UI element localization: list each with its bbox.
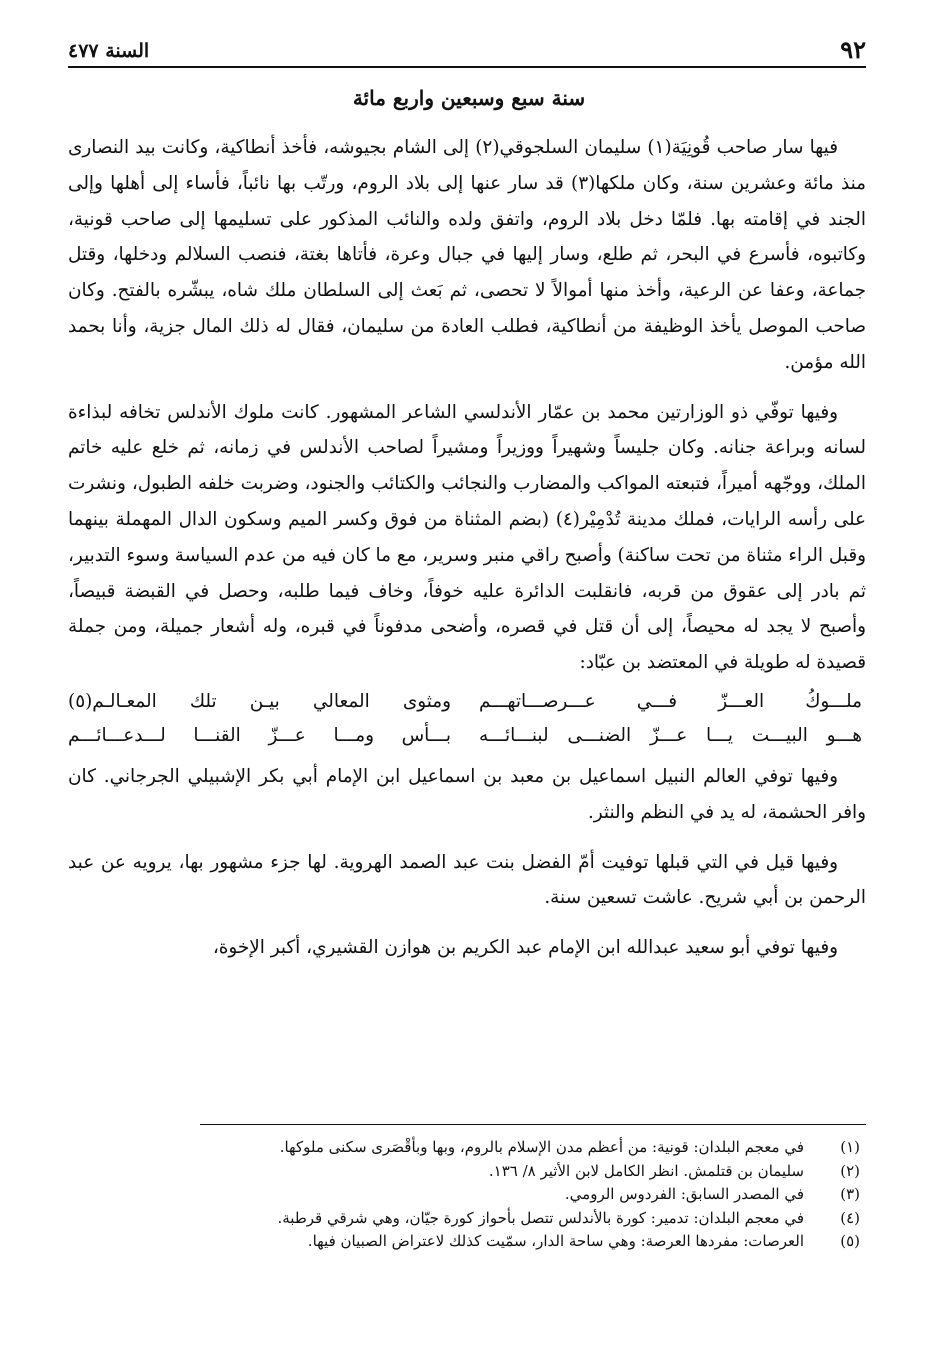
main-text [68, 130, 866, 966]
footnote-number: (٢) [840, 1161, 860, 1180]
header-rule [68, 66, 866, 68]
footnote-text: العرصات: مفردها العرصة: وهي ساحة الدار، سمّيت كذلك لاعتراض الصبيان فيها. [307, 1232, 804, 1250]
footnote [68, 1230, 866, 1254]
footnotes [68, 1136, 866, 1254]
poem [68, 685, 866, 753]
footnote-text: في معجم البلدان: تدمير: كورة بالأندلس تتصل بأحواز كورة جيّان، وهي شرقي قرطبة. [277, 1208, 804, 1227]
verse-second-hemistich: ومثوى المعالي بيـن تلك المعـالـم(٥) [68, 690, 452, 712]
footnote [68, 1160, 866, 1184]
page-header [68, 36, 866, 66]
footnote-number: (٤) [840, 1208, 860, 1227]
footnote-rule [200, 1124, 866, 1125]
verse-first-hemistich: ملـــوكُ العـــزّ فـــي عـــرصـــاتهـــم [478, 690, 862, 712]
verse-line [68, 685, 866, 719]
verse-line [68, 719, 866, 753]
footnote-number: (٥) [840, 1232, 860, 1250]
footnote [68, 1207, 866, 1231]
paragraph: وفيها توفي أبو سعيد عبدالله ابن الإمام عبد الكريم بن هوازن القشيري، أكبر الإخوة، [212, 937, 838, 959]
verse-first-hemistich: هـــو البيـــت يـــا عـــزّ الضنـــى لبنـــائـــه [478, 724, 862, 746]
running-title: السنة ٤٧٧ [68, 40, 150, 62]
footnote-text: في معجم البلدان: قونية: من أعظم مدن الإسلام بالروم، وبها وبأقْصَرى سكنى ملوكها. [279, 1138, 804, 1156]
footnote-number: (٣) [840, 1185, 860, 1203]
paragraph: فيها سار صاحب قُونِيَة(١) سليمان السلجوقي(٢) إلى الشام بجيوشه، فأخذ أنطاكية، وكانت بيد النصارى منذ مائة وعشرين سنة، وكان ملكها(٣) قد سار عنها إلى بلاد الروم، ورتّب بها نائباً، فأساء إلى أهلها وإلى الجند في إقامته بها. فلمّا دخل بلاد الروم، واتفق ولده والنائب المذكور على تسليمها إلى صاحب قونية، وكاتبوه، فأسرع في البحر، ثم طلع، وسار إليها في جبال وعرة، فأتاها بغتة، فنصب السلالم ودخلها، وقتل جماعة، وعفا عن الرعية، وأخذ منها أموالاً لا تحصى، ثم بَعث إلى السلطان ملك شاه، يبشّره بالفتح. وكان صاحب الموصل يأخذ الوظيفة من أنطاكية، فطلب العادة من سليمان، فقال له ذلك المال جزية، وأنا بحمد الله مؤمن. [68, 137, 867, 373]
page-number: ٩٢ [840, 35, 866, 64]
paragraph: وفيها توفي العالم النبيل اسماعيل بن معبد بن اسماعيل ابن الإمام أبي بكر الإشبيلي الجرجاني. كان وافر الحشمة، له يد في النظم والنثر. [68, 765, 866, 823]
footnote [68, 1183, 866, 1207]
chapter-title: سنة سبع وسبعين واربع مائة [352, 86, 586, 110]
footnote-text: في المصدر السابق: الفردوس الرومي. [564, 1185, 804, 1203]
verse-second-hemistich: بـــأس ومـــا عـــزّ القنـــا لـــدعـــائـــم [68, 724, 452, 746]
paragraph: وفيها قيل في التي قبلها توفيت أمّ الفضل بنت عبد الصمد الهروية. لها جزء مشهور بها، يرويه عن عبد الرحمن بن أبي شريح. عاشت تسعين سنة. [68, 851, 866, 909]
footnote-number: (١) [840, 1138, 860, 1156]
paragraph: وفيها توفّي ذو الوزارتين محمد بن عمّار الأندلسي الشاعر المشهور. كانت ملوك الأندلس تخافه لبذاءة لسانه وبراعة جنانه. وكان جليساً وشهيراً ووزيراً ومشيراً لصاحب الأندلس في زمانه، ثم خلع عليه خاتم الملك، ووجّهه أميراً، فتبعته المواكب والمضارب والنجائب والكتائب والجنود، وضربت خلفه الطبول، ونشرت على رأسه الرايات، فملك مدينة تُدْمِيْر(٤) (بضم المثناة من فوق وكسر الميم وسكون الدال المهملة بينهما وقبل الراء مثناة من تحت ساكنة) وأصبح راقي منبر وسرير، مع ما كان فيه من عدم السياسة وسوء التدبير، ثم بادر إلى عقوق من قربه، فانقلبت الدائرة عليه خوفاً، وخاف فيما طلبه، وحصل في القبضة قبيصاً، وأصبح لا يجد له محيصاً، إلى أن قتل في قصره، وأضحى مدفوناً في قبره، وله أشعار جميلة، ومن جملة قصيدة له طويلة في المعتضد بن عبّاد: [68, 401, 867, 674]
footnote [68, 1136, 866, 1160]
footnote-text: سليمان بن قتلمش. انظر الكامل لابن الأثير ٨/ ١٣٦. [488, 1161, 804, 1180]
